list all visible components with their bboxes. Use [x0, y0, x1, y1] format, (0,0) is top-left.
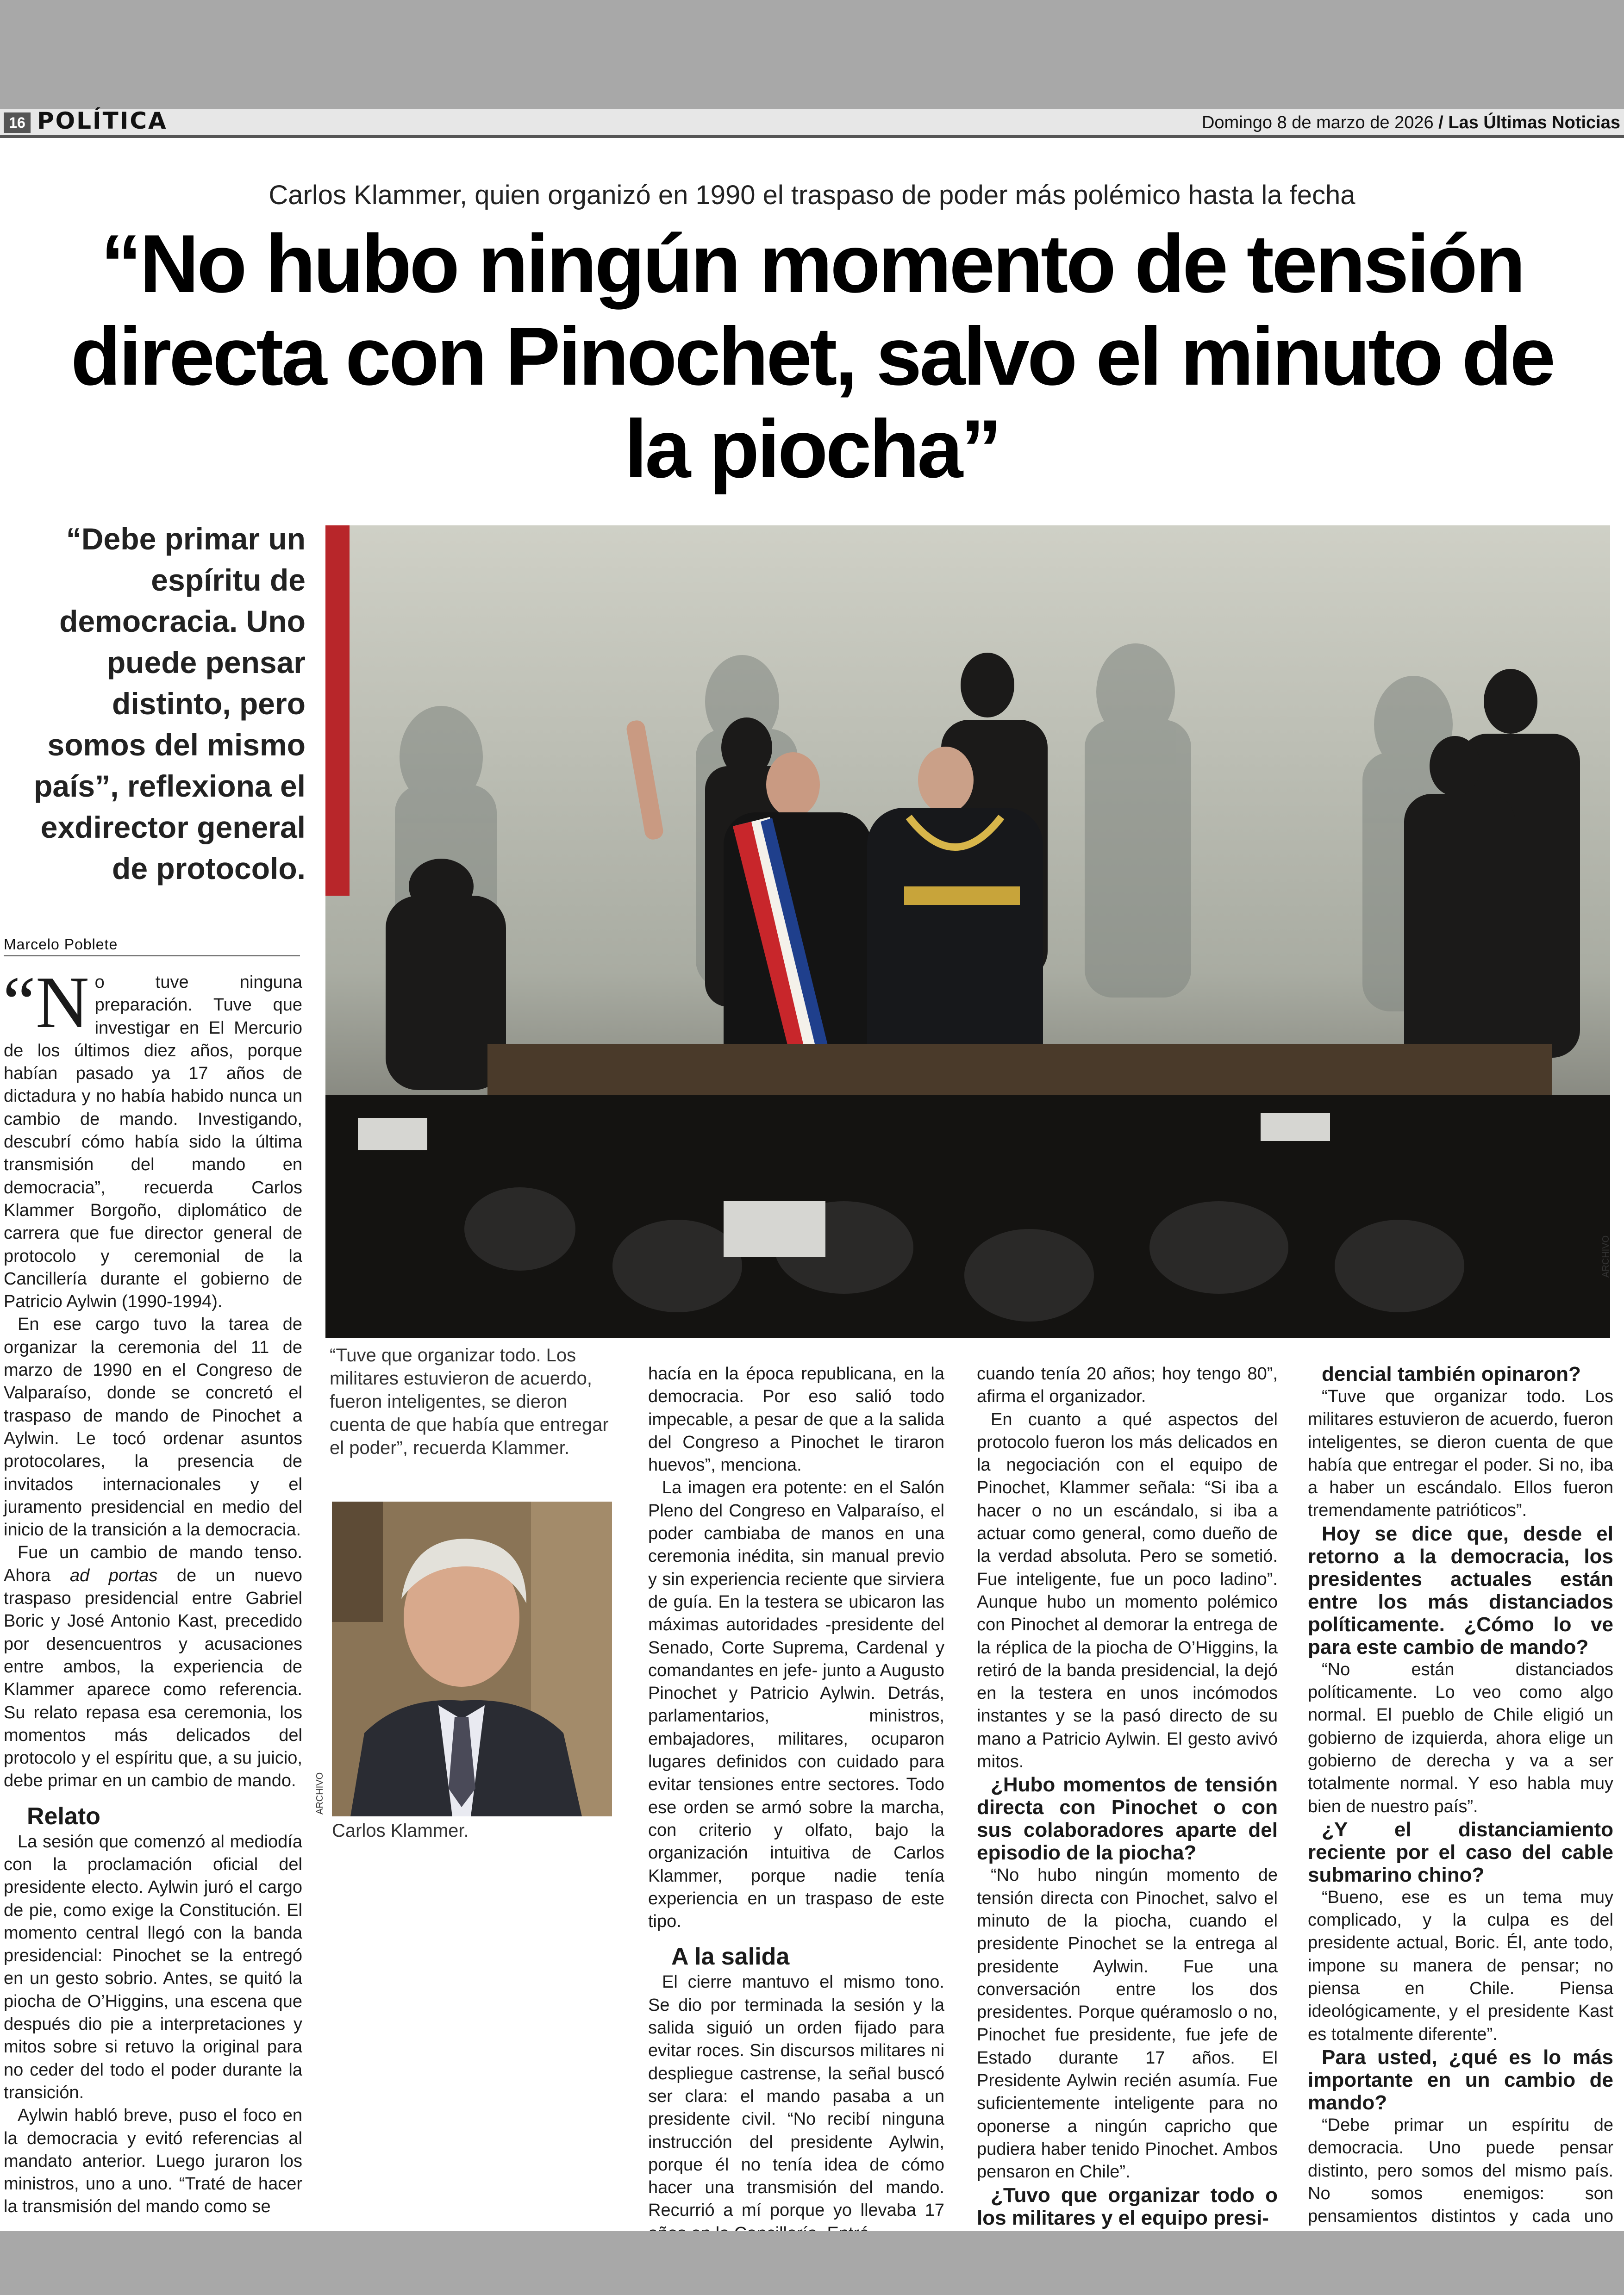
interview-question: ¿Hubo momentos de tensión directa con Pinochet o con sus colaboradores aparte del episodio de la piocha?: [977, 1773, 1278, 1865]
paragraph: [4, 1541, 302, 1792]
date: Domingo 8 de marzo de 2026: [1201, 113, 1434, 132]
paragraph-text: Fue un cambio de mando tenso. Ahora: [4, 1543, 302, 1585]
photo-caption: “Tuve que organizar todo. Los militares estuvieron de acuerdo, fueron inteligentes, se dieron cuenta de que había que entregar el poder”, recuerda Klammer.: [330, 1345, 609, 1458]
paragraph: En ese cargo tuvo la tarea de organizar la ceremonia del 11 de marzo de 1990 en el Congreso de Valparaíso, donde se concretó el traspaso de mando de Pinochet a Aylwin. Le tocó ordenar asuntos protocolares, la presencia de invitados internacionales y el juramento presidencial en medio del inicio de la transición a la democracia.: [4, 1315, 302, 1540]
ceremony-photo: [325, 525, 1610, 1338]
dateline-separator: /: [1433, 113, 1449, 132]
paragraph: hacía en la época republicana, en la democracia. Por eso salió todo impecable, a pesar de que a la salida del Congreso a Pinochet le tiraron huevos”, menciona.: [648, 1364, 944, 1475]
publication-name: Las Últimas Noticias: [1448, 113, 1620, 132]
top-margin: [0, 0, 1624, 109]
paragraph: cuando tenía 20 años; hoy tengo 80”, afirma el organizador.: [977, 1364, 1278, 1407]
interview-question: ¿Y el distanciamiento reciente por el caso del cable submarino chino?: [1308, 1818, 1613, 1886]
paragraph: “Debe primar un espíritu de democracia. Uno puede pensar distinto, pero somos del mismo país. No somos enemigos: son pensamientos distintos y cada uno: [1308, 2115, 1613, 2226]
paragraph: En cuanto a qué aspectos del protocolo fueron los más delicados en la negociación con el equipo de Pinochet, Klammer señala: “Si iba a hacer o no un escándalo, si iba a actuar como general, como dueño de la verdad absoluta. Pero se sometió. Fue inteligente, fue un poco ladino”. Aunque hubo un momento polémico con Pinochet al demorar la entrega de la réplica de la piocha de O’Higgins, la retiró de la banda presidencial, la dejó en la testera en unos incómodos instantes y se la pasó directo de su mano a Patricio Aylwin. El gesto avivó mitos.: [977, 1409, 1278, 1772]
paragraph: La sesión que comenzó al mediodía con la proclamación oficial del presidente electo. Aylwin juró el cargo de pie, como exige la Constitución. El momento central llegó con la banda presidencial: Pinochet se la entregó en un gesto sobrio. Antes, se quitó la piocha de O’Higgins, una escena que después dio pie a interpretaciones y mitos sobre si retuvo la original para no ceder del todo el poder durante la transición.: [4, 1832, 302, 2102]
column-5: [1308, 1363, 1613, 2251]
byline-rule: [4, 955, 300, 956]
column-4: [977, 1363, 1278, 2229]
paragraph-text: o tuve ninguna preparación. Tuve que investigar en El Mercurio de los últimos diez años, porque habían pasado ya 17 años de dictadura y no había habido nunca un cambio de mando. Investigando, descubrí cómo había sido la última transmisión del mando en democracia”, recuerda Carlos Klammer Borgoño, diplomático de carrera que fue director general de protocolo y ceremonial de la Cancillería durante el gobierno de Patricio Aylwin (1990-1994).: [4, 973, 302, 1312]
article-headline: “No hubo ningún momento de tensión directa con Pinochet, salvo el minuto de la piocha”: [70, 218, 1554, 495]
pull-quote: “Debe primar un espíritu de democracia. Uno puede pensar distinto, pero somos del mismo país”, reflexiona el exdirector general de protocolo.: [34, 522, 306, 886]
photo-credit: ARCHIVO: [1601, 1235, 1611, 1278]
interview-question: Hoy se dice que, desde el retorno a la democracia, los presidentes actuales están entre los más distanciados políticamente. ¿Cómo lo ve para este cambio de mando?: [1308, 1522, 1613, 1659]
italic-phrase: ad portas: [69, 1565, 158, 1585]
paragraph: [3, 961, 302, 1313]
paragraph: El cierre mantuvo el mismo tono. Se dio por terminada la sesión y la salida siguió un orden fijado para evitar roces. Sin discursos militares ni despliegue castrense, la señal buscó ser clara: el mando pasaba a un presidente civil. “No recibí ninguna instrucción del presidente Aylwin, porque él no tenía idea de cómo hacer una transmisión del mando. Recurrió a mí porque yo llevaba 17: [648, 1972, 944, 2220]
drop-cap: “N: [3, 961, 89, 1043]
interview-question: dencial también opinaron?: [1322, 1363, 1581, 1385]
paragraph: “Bueno, ese es un tema muy complicado, y la culpa es del presidente actual, Boric. Él, ante todo, impone su manera de pensar; no piensa en Chile. Piensa ideológicamente, y el presidente Kast es totalmente diferente”.: [1308, 1887, 1613, 2044]
interview-question: Para usted, ¿qué es lo más importante en un cambio de mando?: [1308, 2046, 1613, 2114]
ceremony-photo-illustration: [325, 525, 1610, 1338]
paragraph: Aylwin habló breve, puso el foco en la democracia y evitó referencias al mandato anterior. Luego juraron los ministros, uno a uno. “Traté de hacer la transmisión del mando como se: [4, 2106, 302, 2217]
byline: Marcelo Poblete: [4, 936, 118, 953]
bottom-margin: [0, 2231, 1624, 2295]
paragraph: La imagen era potente: en el Salón Pleno del Congreso en Valparaíso, el poder cambiaba de manos en una ceremonia inédita, sin manual previo y sin experiencia reciente que sirviera de guía. En la testera se ubicaron las máximas autoridades -presidente del Senado, Corte Suprema, Cardenal y comandantes en jefe- junto a Augusto Pinochet y Patricio Aylwin. Detrás, parlamentarios, ministros, embajadores, militares, ocuparon lugares definidos con cuidado para evitar tensiones entre sectores. Todo ese orden se armó sobre la marcha, con criterio y olfato, bajo la organización intuitiva de Carlos Klammer, porque nadie tenía experiencia en un traspaso de este tipo.: [648, 1478, 944, 1932]
paragraph: “No hubo ningún momento de tensión directa con Pinochet, salvo el minuto de la piocha, cuando el presidente Pinochet se la entrega al presidente Aylwin. Fue una conversación entre los dos presidentes. Porque quéramoslo o no, Pinochet fue presidente, fue jefe de Estado durante 17 años. El Presidente Aylwin recién asumía. Fue suficientemente inteligente para no oponerse a ningún capricho que pudiera haber tenido Pinochet. Ambos pensaron en Chile”.: [977, 1865, 1278, 2182]
portrait-caption: Carlos Klammer.: [332, 1821, 469, 1841]
portrait-credit: ARCHIVO: [315, 1772, 325, 1815]
header-rule: [0, 135, 1624, 138]
subheading-relato: Relato: [27, 1802, 100, 1830]
column-3: [648, 1363, 944, 2245]
article-kicker: Carlos Klammer, quien organizó en 1990 el traspaso de poder más polémico hasta la fecha: [269, 180, 1355, 210]
paragraph-text: de un nuevo traspaso presidencial entre Gabriel Boric y José Antonio Kast, precedido por desencuentros y acusaciones entre ambos, la experiencia de Klammer aparece como referencia. Su relato repasa esa ceremonia, los momentos más delicados del protocolo y el espíritu que, a su juicio, debe primar en un cambio de mando.: [4, 1565, 302, 1791]
portrait-photo: [332, 1502, 612, 1816]
section-title: POLÍTICA: [37, 107, 168, 134]
interview-question: ¿Tuvo que organizar todo o los militares y el equipo presi-: [977, 2183, 1278, 2229]
paragraph: “No están distanciados políticamente. Lo veo como algo normal. El pueblo de Chile eligió un gobierno de izquierda, ahora elige un gobierno de derecha y va a ser totalmente normal. Y eso habla muy bien de nuestro país”.: [1308, 1659, 1613, 1816]
column-1: [3, 961, 302, 2219]
dateline: [1202, 113, 1620, 133]
page-number: 16: [4, 112, 31, 133]
portrait-illustration: [332, 1502, 612, 1816]
paragraph: “Tuve que organizar todo. Los militares estuvieron de acuerdo, fueron inteligentes, se dieron cuenta de que había que entregar el poder. Si no, iba a haber un escándalo. Ellos fueron tremendamente patrióticos”.: [1308, 1387, 1613, 1521]
subheading-a-la-salida: A la salida: [671, 1943, 790, 1971]
